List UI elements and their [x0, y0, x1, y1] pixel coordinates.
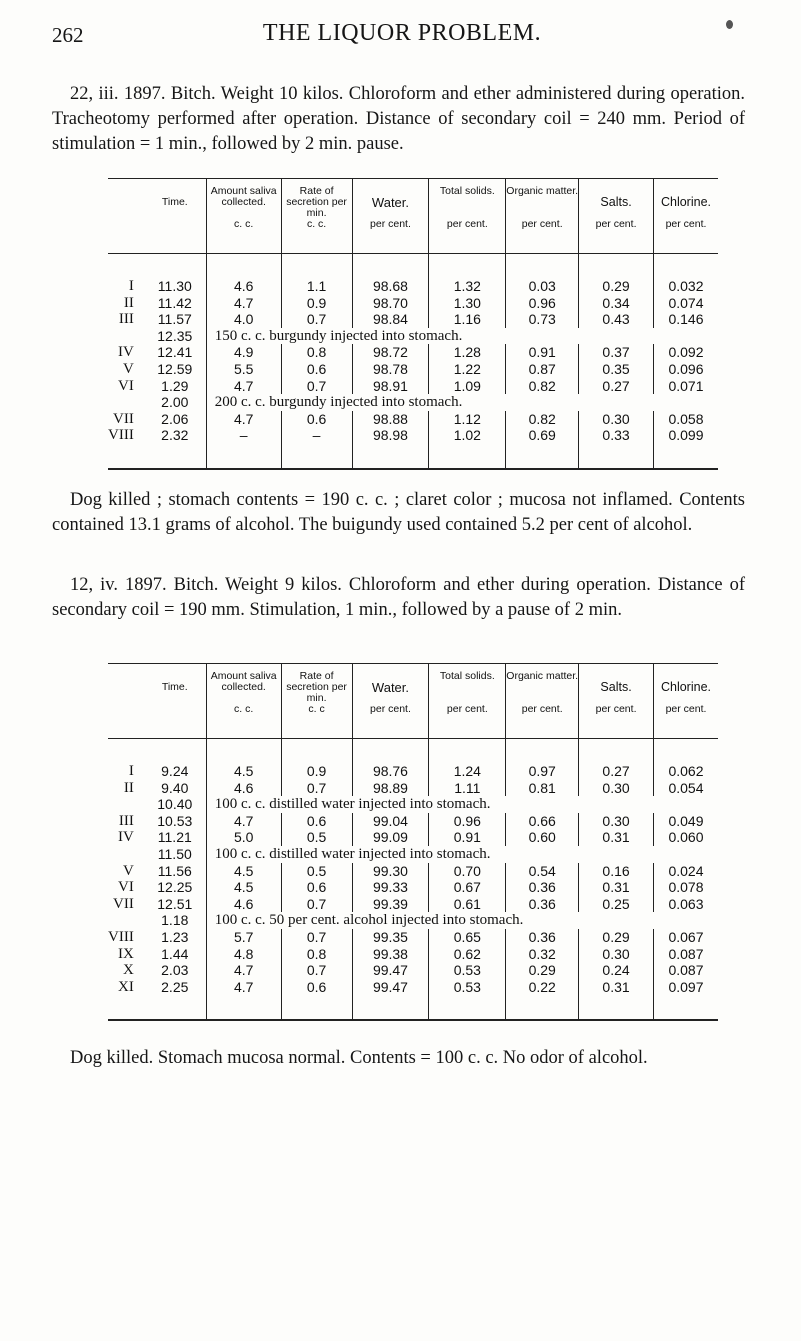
cell-organic: 0.87: [506, 361, 579, 378]
spacer-cell: [281, 739, 352, 764]
cell-chlorine: 0.099: [653, 427, 718, 444]
col-amount: Amount saliva collected.: [206, 664, 281, 705]
ink-spot: [726, 20, 733, 29]
cell-time: 2.00: [161, 394, 189, 411]
unit-rate: c. c.: [281, 219, 352, 254]
cell-rate: 0.7: [281, 929, 352, 946]
row-number: VI: [118, 879, 134, 896]
cell-salts: 0.29: [579, 278, 654, 295]
spacer-cell: [653, 254, 718, 279]
cell-rate: –: [281, 427, 352, 444]
page-header: [52, 17, 752, 57]
unit-amount: c. c.: [206, 219, 281, 254]
cell-solids: 0.96: [429, 813, 506, 830]
cell-rate: 0.6: [281, 361, 352, 378]
spacer-cell: [579, 739, 654, 764]
cell-amount: 4.7: [206, 813, 281, 830]
spacer-cell: [579, 995, 654, 1020]
cell-solids: 1.32: [429, 278, 506, 295]
cell-organic: 0.96: [506, 295, 579, 312]
cell-organic: 0.60: [506, 829, 579, 846]
cell-salts: 0.30: [579, 946, 654, 963]
cell-water: 98.98: [352, 427, 429, 444]
cell-solids: 1.02: [429, 427, 506, 444]
cell-salts: 0.30: [579, 411, 654, 428]
cell-water: 98.84: [352, 311, 429, 328]
row-number: II: [123, 779, 134, 796]
cell-organic: 0.36: [506, 879, 579, 896]
cell-organic: 0.69: [506, 427, 579, 444]
col-time: Time.: [144, 179, 206, 220]
cell-chlorine: 0.032: [653, 278, 718, 295]
row-number: III: [118, 812, 134, 829]
cell-water: 98.72: [352, 344, 429, 361]
row-number: [108, 328, 144, 345]
cell-time: 12.59: [157, 360, 193, 377]
cell-amount: 4.7: [206, 378, 281, 395]
cell-solids: 1.12: [429, 411, 506, 428]
experiment-2-table: [108, 663, 718, 1021]
cell-chlorine: 0.024: [653, 863, 718, 880]
cell-solids: 0.65: [429, 929, 506, 946]
spacer-cell: [281, 995, 352, 1020]
cell-chlorine: 0.067: [653, 929, 718, 946]
cell-time: 1.44: [161, 945, 189, 962]
cell-organic: 0.81: [506, 780, 579, 797]
injection-note-row: [108, 912, 718, 929]
spacer-cell: [506, 739, 579, 764]
table-row: [108, 896, 718, 913]
cell-time: 1.23: [161, 928, 189, 945]
cell-solids: 0.53: [429, 962, 506, 979]
table-row: [108, 962, 718, 979]
spacer-cell: [429, 739, 506, 764]
cell-time: 9.24: [161, 763, 189, 779]
table-row: [108, 344, 718, 361]
row-number: I: [128, 763, 134, 779]
cell-organic: 0.32: [506, 946, 579, 963]
table-row: [108, 295, 718, 312]
cell-solids: 0.53: [429, 979, 506, 996]
row-number: [108, 394, 144, 411]
spacer-cell: [579, 444, 654, 469]
injection-note-row: [108, 394, 718, 411]
unit-chlorine: per cent.: [653, 219, 718, 254]
spacer-cell: [506, 254, 579, 279]
cell-chlorine: 0.060: [653, 829, 718, 846]
cell-chlorine: 0.063: [653, 896, 718, 913]
cell-water: 98.89: [352, 780, 429, 797]
cell-salts: 0.30: [579, 780, 654, 797]
table-row: [108, 361, 718, 378]
spacer-cell: [352, 254, 429, 279]
table-row: [108, 879, 718, 896]
table-row: [108, 278, 718, 295]
experiment-2-conclusion: Dog killed. Stomach mucosa normal. Contents = 100 c. c. No odor of alcohol.: [70, 1048, 648, 1068]
unit-organic: per cent.: [506, 704, 579, 739]
row-number: I: [128, 278, 134, 294]
cell-rate: 0.8: [281, 946, 352, 963]
page-number: 262: [52, 23, 84, 47]
running-title: THE LIQUOR PROBLEM.: [262, 20, 542, 46]
cell-organic: 0.91: [506, 344, 579, 361]
unit-solids: per cent.: [429, 704, 506, 739]
cell-time: 10.53: [157, 812, 193, 829]
units-roman: [108, 219, 144, 254]
col-salts: Salts.: [579, 664, 654, 705]
cell-salts: 0.31: [579, 979, 654, 996]
table-row: [108, 411, 718, 428]
spacer-cell: [144, 739, 206, 764]
table-row: [108, 829, 718, 846]
cell-chlorine: 0.049: [653, 813, 718, 830]
cell-time: 1.18: [161, 912, 189, 929]
cell-chlorine: 0.074: [653, 295, 718, 312]
table-row: [108, 378, 718, 395]
row-number: VII: [113, 410, 134, 427]
cell-organic: 0.36: [506, 929, 579, 946]
cell-chlorine: 0.092: [653, 344, 718, 361]
spacer-cell: [579, 254, 654, 279]
cell-rate: 0.6: [281, 411, 352, 428]
cell-rate: 0.9: [281, 295, 352, 312]
injection-note: 200 c. c. burgundy injected into stomach.: [206, 394, 718, 411]
cell-organic: 0.22: [506, 979, 579, 996]
col-chlorine: Chlorine.: [653, 664, 718, 705]
cell-salts: 0.31: [579, 879, 654, 896]
cell-water: 98.76: [352, 763, 429, 780]
cell-water: 99.33: [352, 879, 429, 896]
spacer-cell: [108, 444, 144, 469]
col-amount: Amount saliva collected.: [206, 179, 281, 220]
table-row: [108, 780, 718, 797]
header-rule-spacer: [108, 254, 718, 279]
units-time: [144, 704, 206, 739]
cell-time: 10.40: [157, 796, 193, 813]
row-number: IV: [118, 829, 134, 846]
cell-amount: 4.6: [206, 896, 281, 913]
row-number: XI: [118, 978, 134, 995]
cell-time: 11.42: [157, 294, 192, 311]
spacer-cell: [429, 254, 506, 279]
cell-water: 99.30: [352, 863, 429, 880]
row-number: [108, 796, 144, 813]
injection-note: 100 c. c. distilled water injected into stomach.: [206, 846, 718, 863]
cell-solids: 1.11: [429, 780, 506, 797]
spacer-cell: [653, 444, 718, 469]
row-number: IX: [118, 945, 134, 962]
table-row: [108, 979, 718, 996]
cell-organic: 0.97: [506, 763, 579, 780]
col-water: Water.: [352, 664, 429, 705]
spacer-cell: [653, 739, 718, 764]
table-row: [108, 863, 718, 880]
spacer-cell: [352, 739, 429, 764]
cell-time: 11.30: [157, 278, 192, 294]
injection-note-row: [108, 846, 718, 863]
cell-salts: 0.35: [579, 361, 654, 378]
spacer-cell: [653, 995, 718, 1020]
cell-salts: 0.24: [579, 962, 654, 979]
unit-chlorine: per cent.: [653, 704, 718, 739]
cell-chlorine: 0.054: [653, 780, 718, 797]
table-row: [108, 763, 718, 780]
col-salts: Salts.: [579, 179, 654, 220]
unit-amount: c. c.: [206, 704, 281, 739]
cell-salts: 0.30: [579, 813, 654, 830]
unit-rate: c. c: [281, 704, 352, 739]
table-row: [108, 427, 718, 444]
spacer-cell: [206, 739, 281, 764]
cell-solids: 0.62: [429, 946, 506, 963]
cell-time: 2.32: [161, 427, 189, 444]
spacer-cell: [206, 444, 281, 469]
cell-amount: 4.7: [206, 962, 281, 979]
cell-solids: 1.30: [429, 295, 506, 312]
cell-water: 99.38: [352, 946, 429, 963]
col-water: Water.: [352, 179, 429, 220]
spacer-cell: [108, 739, 144, 764]
cell-water: 98.78: [352, 361, 429, 378]
header-rule-spacer: [108, 739, 718, 764]
cell-salts: 0.43: [579, 311, 654, 328]
row-number: VI: [118, 377, 134, 394]
col-solids: Total solids.: [429, 179, 506, 220]
cell-organic: 0.66: [506, 813, 579, 830]
cell-salts: 0.27: [579, 763, 654, 780]
cell-chlorine: 0.058: [653, 411, 718, 428]
spacer-cell: [281, 444, 352, 469]
cell-chlorine: 0.078: [653, 879, 718, 896]
experiment-2-intro: 12, iv. 1897. Bitch. Weight 9 kilos. Chloroform and ether during operation. Distance of secondary coil = 190 mm. Stimulation, 1 min., followed by a pause of 2 min.: [52, 575, 745, 620]
cell-time: 11.56: [157, 862, 192, 879]
row-number: III: [118, 311, 134, 328]
cell-chlorine: 0.146: [653, 311, 718, 328]
cell-salts: 0.27: [579, 378, 654, 395]
injection-note: 100 c. c. 50 per cent. alcohol injected into stomach.: [206, 912, 718, 929]
injection-note: 150 c. c. burgundy injected into stomach.: [206, 328, 718, 345]
col-rate: Rate of secretion per min.: [281, 664, 352, 705]
col-chlorine: Chlorine.: [653, 179, 718, 220]
table-row: [108, 929, 718, 946]
cell-chlorine: 0.097: [653, 979, 718, 996]
cell-amount: 4.8: [206, 946, 281, 963]
cell-amount: 4.6: [206, 780, 281, 797]
cell-rate: 0.7: [281, 378, 352, 395]
row-number: [108, 912, 144, 929]
spacer-cell: [206, 995, 281, 1020]
cell-salts: 0.29: [579, 929, 654, 946]
cell-amount: 5.0: [206, 829, 281, 846]
cell-solids: 1.16: [429, 311, 506, 328]
cell-water: 98.68: [352, 278, 429, 295]
cell-time: 12.35: [157, 327, 193, 344]
col-organic: Organic matter.: [506, 664, 579, 705]
cell-solids: 1.09: [429, 378, 506, 395]
cell-salts: 0.33: [579, 427, 654, 444]
table-bottom-rule: [108, 444, 718, 469]
cell-water: 99.47: [352, 962, 429, 979]
row-number: V: [122, 862, 134, 879]
cell-chlorine: 0.087: [653, 962, 718, 979]
cell-water: 99.47: [352, 979, 429, 996]
row-number: [108, 846, 144, 863]
unit-salts: per cent.: [579, 704, 654, 739]
cell-rate: 0.7: [281, 896, 352, 913]
spacer-cell: [108, 995, 144, 1020]
cell-water: 99.09: [352, 829, 429, 846]
cell-solids: 1.28: [429, 344, 506, 361]
cell-organic: 0.73: [506, 311, 579, 328]
experiment-1-conclusion: Dog killed ; stomach contents = 190 c. c. ; claret color ; mucosa not inflamed. Contents contained 13.1 grams of alcohol. The buigundy used contained 5.2 per cent of alcohol.: [52, 490, 745, 535]
row-number: X: [122, 962, 134, 979]
cell-time: 12.51: [157, 895, 193, 912]
cell-rate: 0.6: [281, 879, 352, 896]
cell-organic: 0.36: [506, 896, 579, 913]
experiment-1-table: [108, 178, 718, 470]
cell-rate: 0.6: [281, 813, 352, 830]
cell-rate: 0.6: [281, 979, 352, 996]
cell-solids: 1.22: [429, 361, 506, 378]
spacer-cell: [352, 444, 429, 469]
experiment-1-intro: 22, iii. 1897. Bitch. Weight 10 kilos. Chloroform and ether administered during operation. Tracheotomy performed after operation. Distance of secondary coil = 240 mm. Period of stimulation = 1 min., followed by 2 min. pause.: [52, 84, 745, 154]
row-number: VIII: [108, 427, 134, 444]
unit-solids: per cent.: [429, 219, 506, 254]
injection-note-row: [108, 796, 718, 813]
cell-rate: 0.7: [281, 780, 352, 797]
cell-rate: 0.5: [281, 829, 352, 846]
cell-solids: 0.61: [429, 896, 506, 913]
row-number: VIII: [108, 928, 134, 945]
cell-solids: 0.70: [429, 863, 506, 880]
cell-solids: 1.24: [429, 763, 506, 780]
cell-salts: 0.16: [579, 863, 654, 880]
cell-rate: 0.8: [281, 344, 352, 361]
unit-salts: per cent.: [579, 219, 654, 254]
col-time: Time.: [144, 664, 206, 705]
row-number: VII: [113, 895, 134, 912]
col-solids: Total solids.: [429, 664, 506, 705]
cell-salts: 0.31: [579, 829, 654, 846]
cell-water: 99.39: [352, 896, 429, 913]
cell-amount: 4.5: [206, 879, 281, 896]
cell-time: 1.29: [161, 377, 189, 394]
cell-rate: 1.1: [281, 278, 352, 295]
cell-rate: 0.7: [281, 311, 352, 328]
cell-amount: 4.0: [206, 311, 281, 328]
cell-solids: 0.67: [429, 879, 506, 896]
cell-amount: 4.7: [206, 295, 281, 312]
cell-organic: 0.54: [506, 863, 579, 880]
cell-amount: 4.5: [206, 863, 281, 880]
cell-rate: 0.7: [281, 962, 352, 979]
cell-chlorine: 0.062: [653, 763, 718, 780]
table-row: [108, 311, 718, 328]
spacer-cell: [506, 995, 579, 1020]
col-rate: Rate of secretion per min.: [281, 179, 352, 220]
spacer-cell: [429, 995, 506, 1020]
cell-organic: 0.03: [506, 278, 579, 295]
cell-chlorine: 0.071: [653, 378, 718, 395]
cell-organic: 0.82: [506, 411, 579, 428]
cell-chlorine: 0.087: [653, 946, 718, 963]
cell-rate: 0.5: [281, 863, 352, 880]
cell-amount: 4.7: [206, 979, 281, 996]
cell-amount: 4.7: [206, 411, 281, 428]
table-bottom-rule: [108, 995, 718, 1020]
unit-water: per cent.: [352, 219, 429, 254]
cell-amount: 4.9: [206, 344, 281, 361]
cell-organic: 0.82: [506, 378, 579, 395]
cell-amount: 5.5: [206, 361, 281, 378]
cell-amount: 5.7: [206, 929, 281, 946]
cell-organic: 0.29: [506, 962, 579, 979]
cell-time: 2.06: [161, 410, 189, 427]
cell-time: 2.25: [161, 978, 189, 995]
cell-chlorine: 0.096: [653, 361, 718, 378]
cell-amount: –: [206, 427, 281, 444]
spacer-cell: [352, 995, 429, 1020]
header-roman: [108, 179, 144, 220]
cell-time: 12.25: [157, 879, 193, 896]
cell-water: 98.70: [352, 295, 429, 312]
cell-water: 99.35: [352, 929, 429, 946]
cell-time: 12.41: [157, 344, 193, 361]
cell-time: 11.50: [157, 845, 192, 862]
spacer-cell: [144, 444, 206, 469]
cell-water: 98.91: [352, 378, 429, 395]
cell-solids: 0.91: [429, 829, 506, 846]
cell-salts: 0.34: [579, 295, 654, 312]
units-roman: [108, 704, 144, 739]
cell-time: 9.40: [161, 779, 189, 796]
spacer-cell: [506, 444, 579, 469]
cell-salts: 0.25: [579, 896, 654, 913]
cell-time: 11.57: [157, 311, 192, 328]
table-row: [108, 813, 718, 830]
cell-amount: 4.5: [206, 763, 281, 780]
spacer-cell: [108, 254, 144, 279]
cell-salts: 0.37: [579, 344, 654, 361]
spacer-cell: [144, 254, 206, 279]
injection-note-row: [108, 328, 718, 345]
cell-amount: 4.6: [206, 278, 281, 295]
table-row: [108, 946, 718, 963]
spacer-cell: [429, 444, 506, 469]
cell-water: 99.04: [352, 813, 429, 830]
unit-water: per cent.: [352, 704, 429, 739]
unit-organic: per cent.: [506, 219, 579, 254]
row-number: V: [122, 360, 134, 377]
spacer-cell: [144, 995, 206, 1020]
spacer-cell: [281, 254, 352, 279]
cell-rate: 0.9: [281, 763, 352, 780]
col-organic: Organic matter.: [506, 179, 579, 220]
units-time: [144, 219, 206, 254]
injection-note: 100 c. c. distilled water injected into stomach.: [206, 796, 718, 813]
row-number: IV: [118, 344, 134, 361]
cell-time: 2.03: [161, 962, 189, 979]
cell-water: 98.88: [352, 411, 429, 428]
cell-time: 11.21: [157, 829, 192, 846]
spacer-cell: [206, 254, 281, 279]
header-roman: [108, 664, 144, 705]
row-number: II: [123, 294, 134, 311]
